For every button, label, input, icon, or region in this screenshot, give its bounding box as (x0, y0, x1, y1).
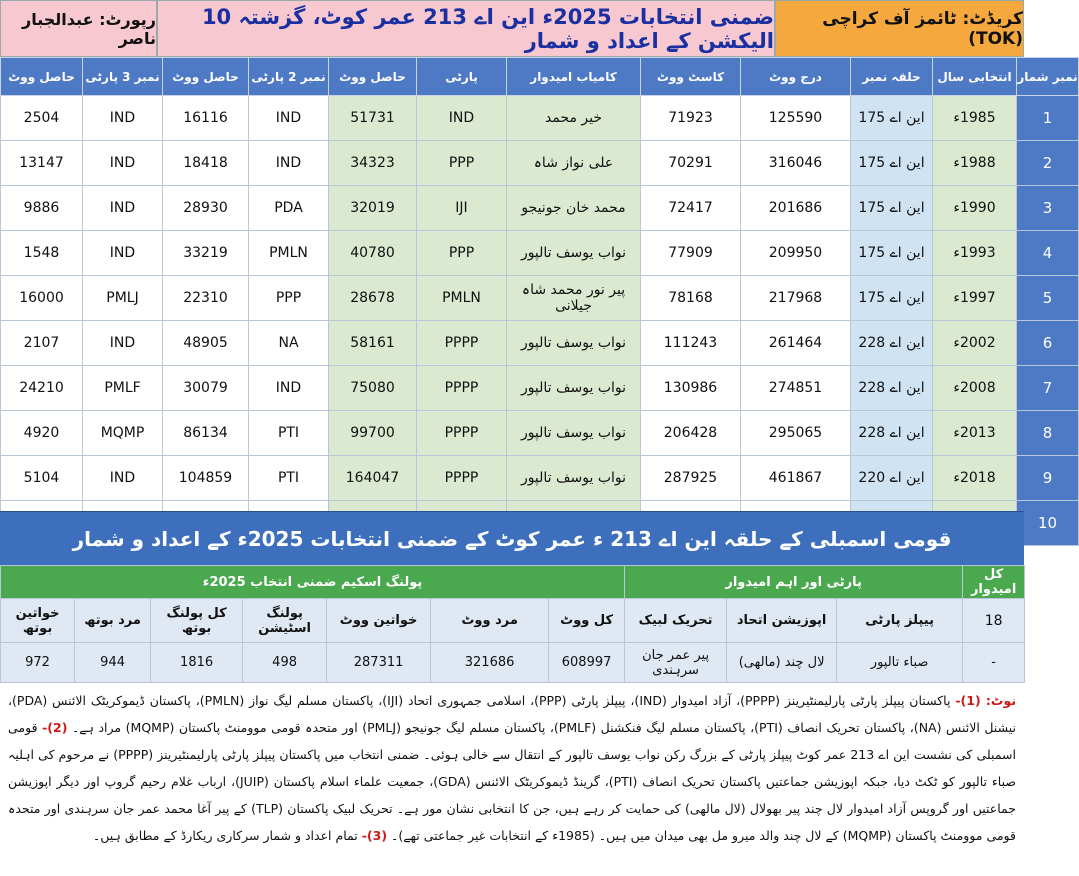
cell-second-votes: 22310 (163, 276, 249, 321)
cell-registered-votes: 295065 (741, 411, 851, 456)
cell-cast-votes: 71923 (641, 96, 741, 141)
cell-third-party: IND (83, 456, 163, 501)
cell-registered-votes: 201686 (741, 186, 851, 231)
cell-party: IND (417, 96, 507, 141)
cell-second-votes: 104859 (163, 456, 249, 501)
value-opposition-candidate: لال چند (مالھی) (727, 643, 837, 683)
cell-registered-votes: 316046 (741, 141, 851, 186)
by-election-group-row (1, 566, 1025, 599)
cell-third-votes: 9886 (1, 186, 83, 231)
cell-second-party: PDA (249, 186, 329, 231)
cell-winner: نواب یوسف تالپور (507, 411, 641, 456)
cell-winner: محمد خان جونیجو (507, 186, 641, 231)
col-second-votes: حاصل ووٹ (163, 58, 249, 96)
col-year: انتخابی سال (933, 58, 1017, 96)
cell-cast-votes: 206428 (641, 411, 741, 456)
value-male-booths: 944 (75, 643, 151, 683)
label-polling-stations: پولنگ اسٹیشن (243, 599, 327, 643)
cell-registered-votes: 461867 (741, 456, 851, 501)
value-total-votes: 608997 (549, 643, 625, 683)
cell-won-votes: 28678 (329, 276, 417, 321)
cell-party: PPPP (417, 411, 507, 456)
history-header-row (1, 58, 1079, 96)
cell-party: PPPP (417, 456, 507, 501)
cell-third-votes: 24210 (1, 366, 83, 411)
cell-party: PMLN (417, 276, 507, 321)
cell-registered-votes: 209950 (741, 231, 851, 276)
cell-third-party: PMLF (83, 366, 163, 411)
cell-won-votes: 58161 (329, 321, 417, 366)
cell-serial: 5 (1017, 276, 1079, 321)
cell-second-party: IND (249, 96, 329, 141)
cell-cast-votes: 287925 (641, 456, 741, 501)
cell-third-party: IND (83, 186, 163, 231)
top-header (0, 0, 1024, 57)
cell-registered-votes: 125590 (741, 96, 851, 141)
cell-third-party: PMLJ (83, 276, 163, 321)
value-ppp-candidate: صباء تالپور (837, 643, 963, 683)
value-male-votes: 321686 (431, 643, 549, 683)
cell-third-votes: 16000 (1, 276, 83, 321)
cell-winner: علی نواز شاہ (507, 141, 641, 186)
note-3-label: (3)- (361, 828, 388, 843)
col-third-votes: حاصل ووٹ (1, 58, 83, 96)
history-body (1, 96, 1079, 546)
cell-second-party: NA (249, 321, 329, 366)
cell-third-party: MQMP (83, 411, 163, 456)
note-3-text: تمام اعداد و شمار سرکاری ریکارڈ کے مطابق ہیں۔ (92, 828, 362, 843)
cell-year: 1990ء (933, 186, 1017, 231)
cell-year: 1985ء (933, 96, 1017, 141)
by-election-values-row (1, 643, 1025, 683)
cell-won-votes: 75080 (329, 366, 417, 411)
cell-year: 2008ء (933, 366, 1017, 411)
section-banner: قومی اسمبلی کے حلقہ این اے 213 ء عمر کوٹ کے ضمنی انتخابات 2025ء کے اعداد و شمار (0, 511, 1024, 565)
cell-winner: نواب یوسف تالپور (507, 231, 641, 276)
cell-second-votes: 30079 (163, 366, 249, 411)
note-1-text: پاکستان پیپلز پارٹی پارلیمنٹیرینز (PPPP)، آزاد امیدوار (IND)، پیپلز پارٹی (PPP)، اسلامی جمہوری اتحاد (IJI)، پاکستان مسلم لیگ نواز (PMLN)، پاکستان ڈیموکریٹک الائنس (PDA)، نیشنل الائنس (NA)، پاکستان تحریک انصاف (PTI)، پاکستان مسلم لیگ فنکشنل (PMLF)، پاکستان مسلم لیگ جونیجو (PMLJ) اور متحدہ قومی موومنٹ پاکستان (MQMP) مراد ہے۔ (8, 693, 1016, 735)
col-winner: کامیاب امیدوار (507, 58, 641, 96)
label-total-votes: کل ووٹ (549, 599, 625, 643)
cell-second-votes: 28930 (163, 186, 249, 231)
cell-third-votes: 13147 (1, 141, 83, 186)
cell-second-votes: 16116 (163, 96, 249, 141)
cell-cast-votes: 72417 (641, 186, 741, 231)
cell-party: PPPP (417, 366, 507, 411)
page-title: ضمنی انتخابات 2025ء این اے 213 عمر کوٹ، گزشتہ 10 الیکشن کے اعداد و شمار (157, 0, 775, 57)
cell-second-votes: 33219 (163, 231, 249, 276)
cell-third-party: IND (83, 96, 163, 141)
cell-won-votes: 40780 (329, 231, 417, 276)
col-won-votes: حاصل ووٹ (329, 58, 417, 96)
cell-third-party: IND (83, 231, 163, 276)
history-table (0, 57, 1079, 546)
cell-cast-votes: 70291 (641, 141, 741, 186)
cell-second-party: IND (249, 141, 329, 186)
history-row (1, 276, 1079, 321)
label-opposition: اپوزیشن اتحاد (727, 599, 837, 643)
cell-party: PPP (417, 141, 507, 186)
col-constituency: حلقہ نمبر (851, 58, 933, 96)
report-credit: رپورٹ: عبدالجبار ناصر (0, 0, 157, 57)
col-registered-votes: درج ووٹ (741, 58, 851, 96)
label-ppp: پیپلز پارٹی (837, 599, 963, 643)
col-party: پارٹی (417, 58, 507, 96)
col-third-party: نمبر 3 پارٹی (83, 58, 163, 96)
label-female-booths: خواتین بوتھ (1, 599, 75, 643)
cell-registered-votes: 274851 (741, 366, 851, 411)
col-second-party: نمبر 2 پارٹی (249, 58, 329, 96)
label-female-votes: خواتین ووٹ (327, 599, 431, 643)
by-election-subheader-row (1, 599, 1025, 643)
group-polling-scheme: پولنگ اسکیم ضمنی انتخاب 2025ء (1, 566, 625, 599)
cell-registered-votes: 217968 (741, 276, 851, 321)
cell-winner: پیر نور محمد شاہ جیلانی (507, 276, 641, 321)
history-row (1, 366, 1079, 411)
group-parties: پارٹی اور اہم امیدوار (625, 566, 963, 599)
label-male-votes: مرد ووٹ (431, 599, 549, 643)
cell-second-votes: 18418 (163, 141, 249, 186)
cell-third-party: IND (83, 321, 163, 366)
cell-serial: 2 (1017, 141, 1079, 186)
label-male-booths: مرد بوتھ (75, 599, 151, 643)
history-row (1, 186, 1079, 231)
cell-serial: 4 (1017, 231, 1079, 276)
cell-party: PPP (417, 231, 507, 276)
cell-won-votes: 99700 (329, 411, 417, 456)
cell-serial: 7 (1017, 366, 1079, 411)
cell-party: PPPP (417, 321, 507, 366)
value-tlp-candidate: پیر عمر جان سرہندی (625, 643, 727, 683)
note-2-label: (2)- (42, 720, 68, 735)
cell-constituency: این اے 175 (851, 276, 933, 321)
cell-cast-votes: 77909 (641, 231, 741, 276)
cell-serial: 1 (1017, 96, 1079, 141)
cell-won-votes: 32019 (329, 186, 417, 231)
cell-constituency: این اے 175 (851, 96, 933, 141)
cell-year: 2018ء (933, 456, 1017, 501)
cell-third-votes: 2107 (1, 321, 83, 366)
col-serial: نمبر شمار (1017, 58, 1079, 96)
by-election-table (0, 565, 1025, 683)
cell-winner: نواب یوسف تالپور (507, 366, 641, 411)
cell-winner: نواب یوسف تالپور (507, 456, 641, 501)
cell-serial: 3 (1017, 186, 1079, 231)
value-dash: - (963, 643, 1025, 683)
group-candidates: کل امیدوار (963, 566, 1025, 599)
cell-constituency: این اے 175 (851, 141, 933, 186)
cell-second-votes: 86134 (163, 411, 249, 456)
cell-constituency: این اے 228 (851, 321, 933, 366)
history-row (1, 321, 1079, 366)
cell-second-party: PTI (249, 411, 329, 456)
candidates-count: 18 (963, 599, 1025, 643)
cell-serial: 6 (1017, 321, 1079, 366)
cell-won-votes: 164047 (329, 456, 417, 501)
value-polling-stations: 498 (243, 643, 327, 683)
cell-year: 2013ء (933, 411, 1017, 456)
value-female-votes: 287311 (327, 643, 431, 683)
cell-third-votes: 4920 (1, 411, 83, 456)
cell-won-votes: 51731 (329, 96, 417, 141)
history-row (1, 141, 1079, 186)
value-female-booths: 972 (1, 643, 75, 683)
cell-constituency: این اے 175 (851, 186, 933, 231)
cell-winner: خیر محمد (507, 96, 641, 141)
cell-year: 1997ء (933, 276, 1017, 321)
cell-party: IJI (417, 186, 507, 231)
label-tlp: تحریک لبیک (625, 599, 727, 643)
note-1-label: نوٹ: (1)- (955, 693, 1017, 708)
cell-second-party: PPP (249, 276, 329, 321)
cell-year: 1993ء (933, 231, 1017, 276)
cell-year: 1988ء (933, 141, 1017, 186)
history-row (1, 231, 1079, 276)
cell-third-votes: 5104 (1, 456, 83, 501)
cell-second-votes: 48905 (163, 321, 249, 366)
cell-constituency: این اے 228 (851, 411, 933, 456)
cell-winner: نواب یوسف تالپور (507, 321, 641, 366)
cell-cast-votes: 130986 (641, 366, 741, 411)
label-polling-booths: کل پولنگ بوتھ (151, 599, 243, 643)
source-credit: کریڈٹ: ٹائمز آف کراچی (TOK) (775, 0, 1024, 57)
cell-cast-votes: 111243 (641, 321, 741, 366)
cell-won-votes: 34323 (329, 141, 417, 186)
history-row (1, 411, 1079, 456)
cell-constituency: این اے 228 (851, 366, 933, 411)
cell-second-party: PTI (249, 456, 329, 501)
footnotes (8, 687, 1016, 873)
cell-serial: 9 (1017, 456, 1079, 501)
cell-cast-votes: 78168 (641, 276, 741, 321)
value-polling-booths: 1816 (151, 643, 243, 683)
cell-second-party: IND (249, 366, 329, 411)
note-2-text: قومی اسمبلی کی نشست این اے 213 عمر کوٹ پیپلز پارٹی کے بزرگ رکن نواب یوسف تالپور کے انتقال سے خالی ہوئی۔ ضمنی انتخاب میں پاکستان پیپلز پارٹی پارلیمنٹیرینز (PPPP) نے مرحوم کی اہلیہ صباء تالپور کو ٹکٹ دیا، جبکہ اپوزیشن جماعتیں پاکستان تحریک انصاف (PTI)، گرینڈ ڈیموکریٹک الائنس (GDA)، جمعیت علماء اسلام پاکستان (JUIP)، ارباب غلام رحیم گروپ اور دیگر اپوزیشن جماعتیں اور گروپس آزاد امیدوار لال چند پیر بھولال (لال مالھی) کی حمایت کر رہے ہیں، جن کا انتخابی نشان مور ہے۔ تحریک لبیک پاکستان (TLP) کے پیر آغا محمد عمر جان سرہندی اور متحدہ قومی موومنٹ پاکستان (MQMP) کے لال چند والد میرو مل بھی میدان میں ہیں۔ (1985ء کے انتخابات غیر جماعتی تھے)۔ (8, 720, 1016, 843)
cell-constituency: این اے 175 (851, 231, 933, 276)
cell-third-votes: 1548 (1, 231, 83, 276)
cell-third-votes: 2504 (1, 96, 83, 141)
cell-year: 2002ء (933, 321, 1017, 366)
history-row (1, 96, 1079, 141)
history-row (1, 456, 1079, 501)
cell-second-party: PMLN (249, 231, 329, 276)
cell-registered-votes: 261464 (741, 321, 851, 366)
cell-third-party: IND (83, 141, 163, 186)
cell-serial: 8 (1017, 411, 1079, 456)
col-cast-votes: کاسٹ ووٹ (641, 58, 741, 96)
cell-constituency: این اے 220 (851, 456, 933, 501)
cell-serial: 10 (1017, 501, 1079, 546)
